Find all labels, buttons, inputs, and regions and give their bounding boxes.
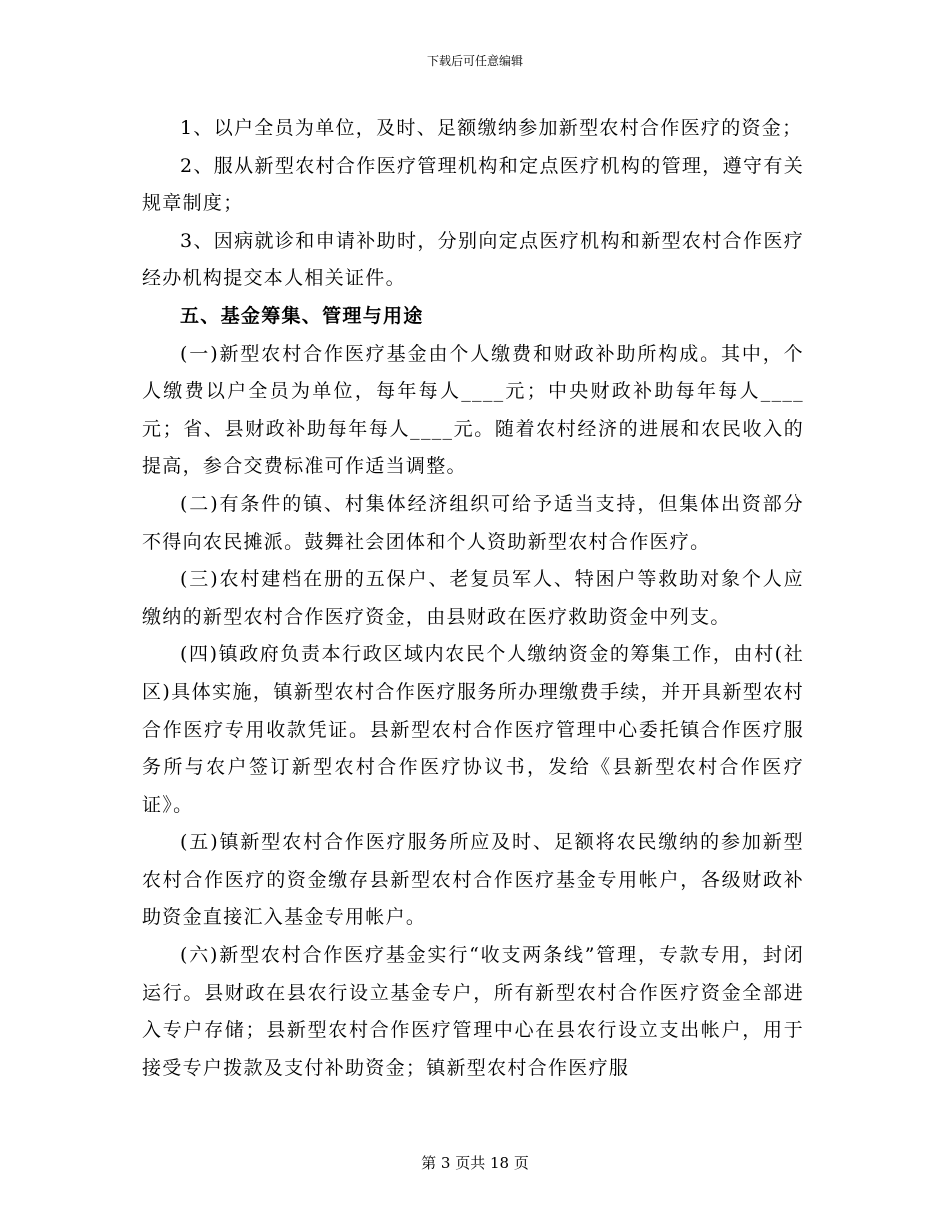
duty-item-1: 1、以户全员为单位，及时、足额缴纳参加新型农村合作医疗的资金； <box>180 117 803 139</box>
section-paragraph-4: (四)镇政府负责本行政区域内农民个人缴纳资金的筹集工作，由村(社区)具体实施，镇新型农村合作医疗服务所办理缴费手续，并开具新型农村合作医疗专用收款凭证。县新型农村合作医疗管理中心委托镇合作医疗服务所与农户签订新型农村合作医疗协议书，发给《县新型农村合作医疗证》。 <box>142 643 804 816</box>
page-header-note: 下载后可任意编辑 <box>426 54 523 68</box>
section-paragraph-5: (五)镇新型农村合作医疗服务所应及时、足额将农民缴纳的参加新型农村合作医疗的资金缴存县新型农村合作医疗基金专用帐户，各级财政补助资金直接汇入基金专用帐户。 <box>142 831 804 929</box>
document-body <box>142 110 804 1087</box>
page-number: 第 3 页共 18 页 <box>421 1154 529 1172</box>
section-paragraph-3: (三)农村建档在册的五保户、老复员军人、特困户等救助对象个人应缴纳的新型农村合作医疗资金，由县财政在医疗救助资金中列支。 <box>142 568 804 628</box>
section-paragraph-6: (六)新型农村合作医疗基金实行“收支两条线”管理，专款专用，封闭运行。县财政在县农行设立基金专户，所有新型农村合作医疗资金全部进入专户存储；县新型农村合作医疗管理中心在县农行设立支出帐户，用于接受专户拨款及支付补助资金；镇新型农村合作医疗服 <box>142 944 804 1079</box>
section-heading: 五、基金筹集、管理与用途 <box>180 304 424 327</box>
duty-item-2: 2、服从新型农村合作医疗管理机构和定点医疗机构的管理，遵守有关规章制度； <box>142 154 804 215</box>
section-paragraph-1: (一)新型农村合作医疗基金由个人缴费和财政补助所构成。其中，个人缴费以户全员为单位，每年每人____元；中央财政补助每年每人____元；省、县财政补助每年每人____元。随着农村经济的进展和农民收入的提高，参合交费标准可作适当调整。 <box>142 342 804 478</box>
duty-item-3: 3、因病就诊和申请补助时，分别向定点医疗机构和新型农村合作医疗经办机构提交本人相关证件。 <box>142 229 804 290</box>
section-paragraph-2: (二)有条件的镇、村集体经济组织可给予适当支持，但集体出资部分不得向农民摊派。鼓舞社会团体和个人资助新型农村合作医疗。 <box>142 492 804 553</box>
